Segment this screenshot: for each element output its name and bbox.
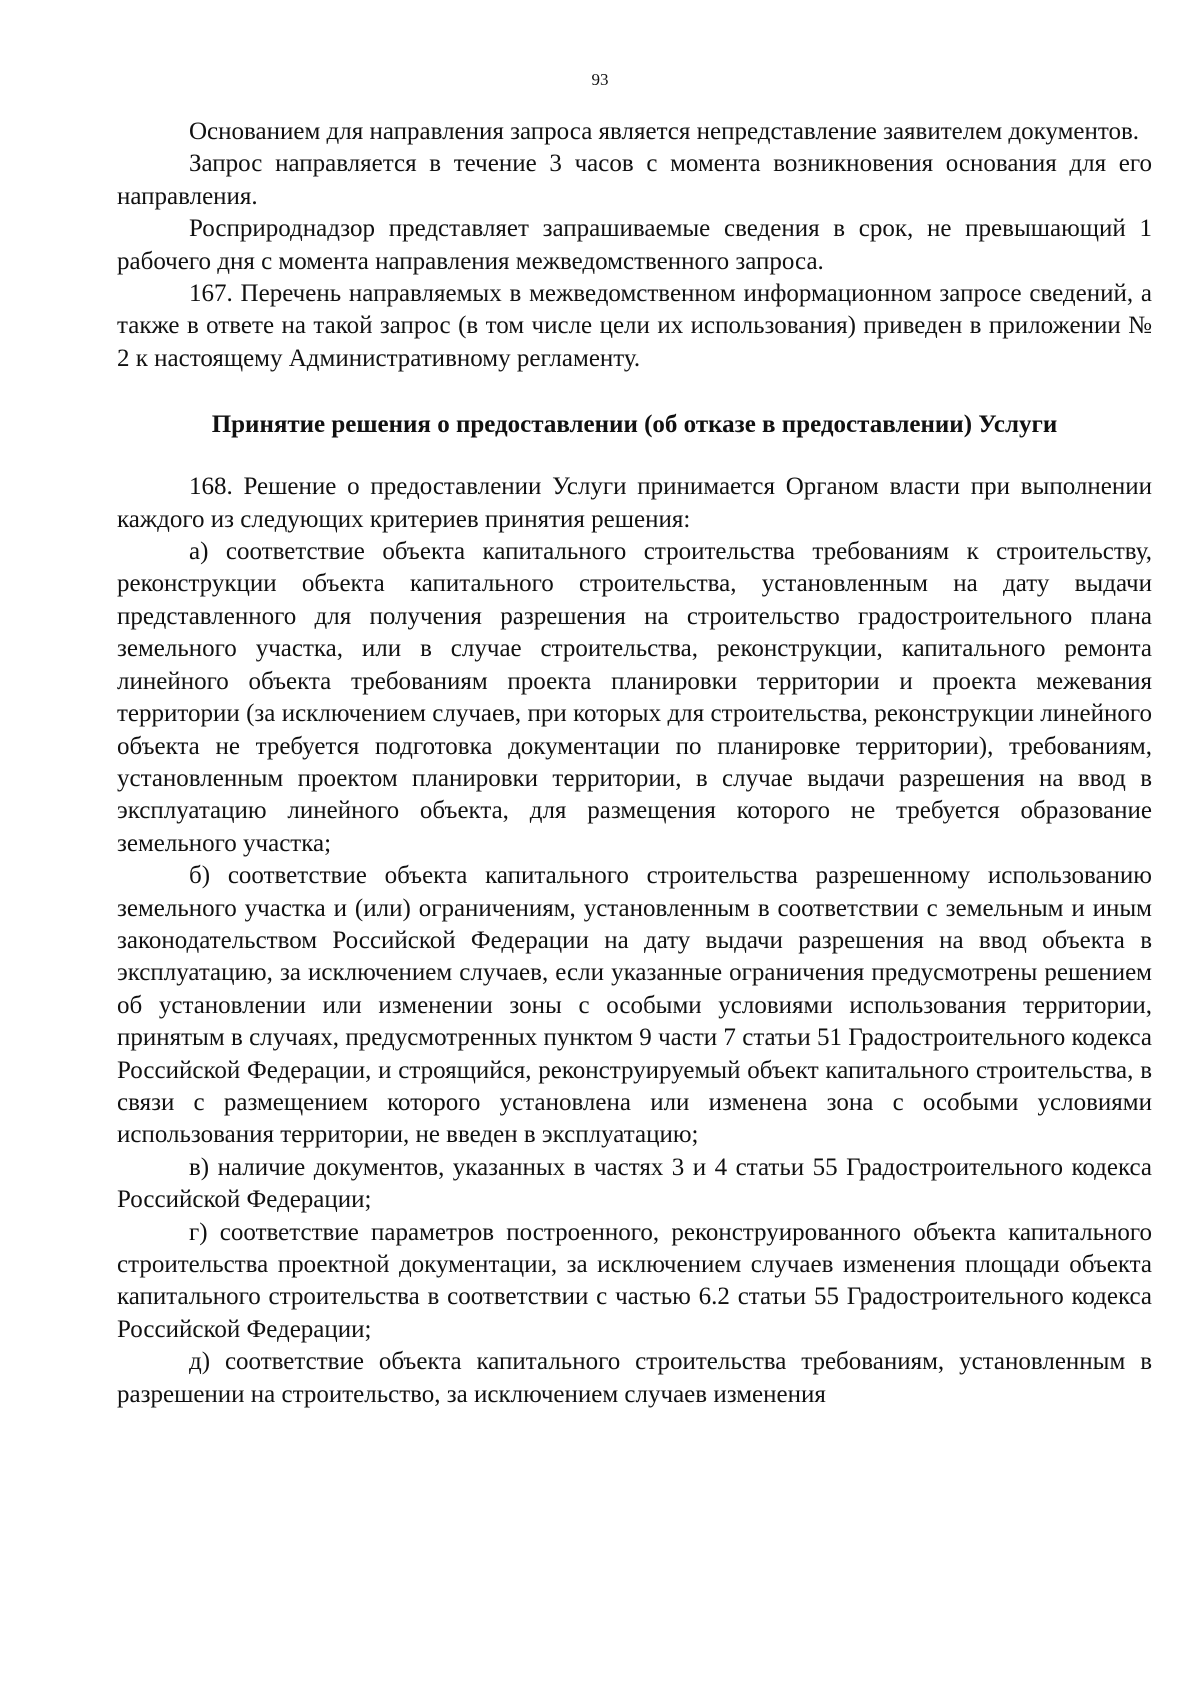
paragraph-168: 168. Решение о предоставлении Услуги принимается Органом власти при выполнении каждого из следующих критериев принятия решения: (117, 473, 1152, 533)
criterion-g: г) соответствие параметров построенного, реконструированного объекта капитального строительства проектной документации, за исключением случаев изменения площади объекта капитального строительства в соответствии с частью 6.2 статьи 55 Градостроительного кодекса Российской Федерации; (117, 1218, 1152, 1343)
criterion-a: а) соответствие объекта капитального строительства требованиям к строительству, реконструкции объекта капитального строительства, установленным на дату выдачи представленного для получения разрешения на строительство градостроительного плана земельного участка, или в случае строительства, реконструкции, капитального ремонта линейного объекта требованиям проекта планировки территории и проекта межевания территории (за исключением случаев, при которых для строительства, реконструкции линейного объекта не требуется подготовка документации по планировке территории), требованиям, установленным проектом планировки территории, в случае выдачи разрешения на ввод в эксплуатацию линейного объекта, для размещения которого не требуется образование земельного участка; (117, 538, 1152, 857)
criterion-v: в) наличие документов, указанных в частях 3 и 4 статьи 55 Градостроительного кодекса Российской Федерации; (117, 1153, 1152, 1214)
page-content (117, 116, 1152, 1411)
paragraph-request-basis: Основанием для направления запроса является непредставление заявителем документов. (189, 118, 1140, 145)
paragraph-request-timing: Запрос направляется в течение 3 часов с момента возникновения основания для его направления. (117, 150, 1152, 210)
paragraph-rosprirodnadzor: Росприроднадзор представляет запрашиваемые сведения в срок, не превышающий 1 рабочего дня с момента направления межведомственного запроса. (117, 215, 1152, 275)
criterion-b: б) соответствие объекта капитального строительства разрешенному использованию земельного участка и (или) ограничениям, установленным в соответствии с земельным и иным законодательством Российской Федерации на дату выдачи разрешения на ввод объекта в эксплуатацию, за исключением случаев, если указанные ограничения предусмотрены решением об установлении или изменении зоны с особыми условиями использования территории, принятым в случаях, предусмотренных пунктом 9 части 7 статьи 51 Градостроительного кодекса Российской Федерации, и строящийся, реконструируемый объект капитального строительства, в связи с размещением которого установлена или изменена зона с особыми условиями использования территории, не введен в эксплуатацию; (117, 862, 1152, 1149)
criterion-d: д) соответствие объекта капитального строительства требованиям, установленным в разрешении на строительство, за исключением случаев изменения (117, 1348, 1152, 1408)
paragraph-167: 167. Перечень направляемых в межведомственном информационном запросе сведений, а также в ответе на такой запрос (в том числе цели их использования) приведен в приложении № 2 к настоящему Административному регламенту. (117, 280, 1152, 372)
page-number: 93 (591, 70, 609, 89)
section-heading: Принятие решения о предоставлении (об отказе в предоставлении) Услуги (211, 411, 1058, 439)
